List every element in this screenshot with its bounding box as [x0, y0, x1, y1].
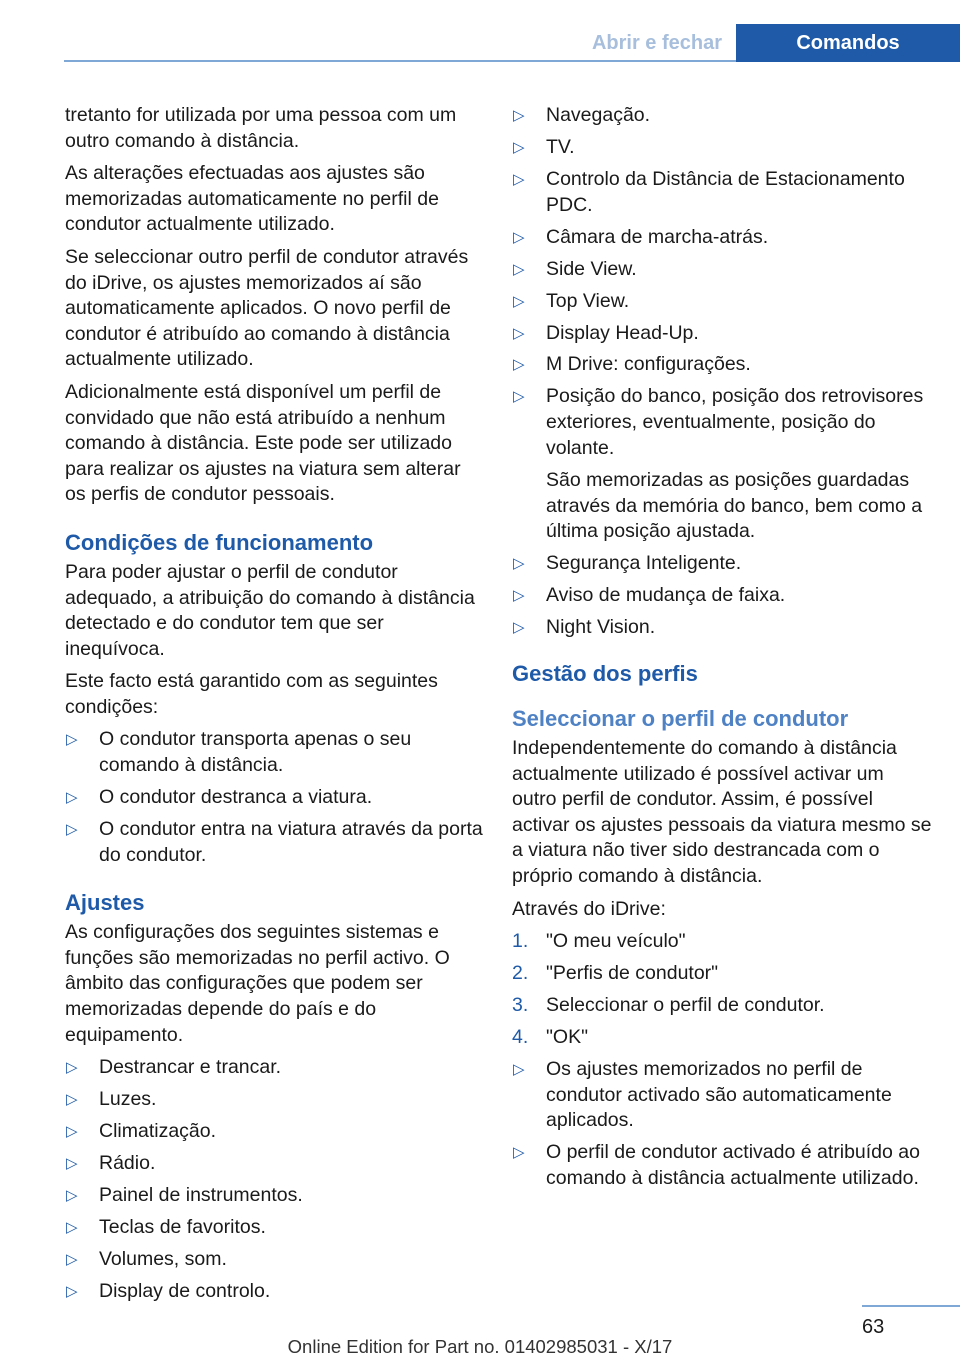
- left-column: [65, 103, 485, 1311]
- step-number: 3.: [512, 994, 529, 1017]
- right-column: [512, 103, 932, 1198]
- list-item: ▷ Aviso de mudança de faixa.: [512, 583, 932, 609]
- section-tab[interactable]: Abrir e fechar: [591, 32, 723, 54]
- list-item: ▷ Navegação.: [512, 103, 932, 129]
- chapter-tab[interactable]: Comandos: [736, 24, 960, 62]
- step-item: 3. Seleccionar o perfil de condutor.: [512, 993, 932, 1019]
- list-item: ▷ O condutor destranca a viatura.: [65, 785, 485, 811]
- step-item: 2. "Perfis de condutor": [512, 961, 932, 987]
- list-item: ▷ Volumes, som.: [65, 1247, 485, 1273]
- triangle-bullet-icon: ▷: [513, 170, 525, 188]
- list-item: ▷ Night Vision.: [512, 615, 932, 641]
- list-item: ▷ Controlo da Distância de Estacionamento PDC.: [513, 167, 905, 216]
- triangle-bullet-icon: ▷: [513, 1061, 525, 1079]
- list-item: ▷ O condutor transporta apenas o seu comando à distância.: [66, 728, 412, 777]
- triangle-bullet-icon: ▷: [66, 1251, 78, 1269]
- step-number: 2.: [512, 962, 529, 985]
- list-item: ▷ Rádio.: [65, 1151, 485, 1177]
- triangle-bullet-icon: ▷: [513, 619, 525, 637]
- triangle-bullet-icon: ▷: [513, 107, 525, 124]
- triangle-bullet-icon: ▷: [66, 789, 78, 807]
- paragraph: tretanto for utilizada por uma pessoa com um outro comando à distância.: [65, 104, 457, 152]
- step-number: 4.: [512, 1026, 529, 1049]
- triangle-bullet-icon: ▷: [66, 731, 78, 749]
- triangle-bullet-icon: ▷: [66, 1219, 78, 1237]
- page-number: 63: [862, 1316, 885, 1338]
- list-item: ▷ Climatização.: [65, 1119, 485, 1145]
- list-item: ▷ Painel de instrumentos.: [65, 1183, 485, 1209]
- paragraph: Este facto está garantido com as seguintes condições:: [65, 670, 438, 718]
- heading-settings: Ajustes: [65, 890, 145, 916]
- triangle-bullet-icon: ▷: [66, 1155, 78, 1173]
- step-item: 4. "OK": [512, 1025, 932, 1051]
- paragraph: As alterações efectuadas aos ajustes são memorizadas automaticamente no perfil de condutor actualmente utilizado.: [65, 162, 439, 236]
- triangle-bullet-icon: ▷: [513, 555, 525, 573]
- list-item: ▷ Segurança Inteligente.: [512, 551, 932, 577]
- triangle-bullet-icon: ▷: [66, 1187, 78, 1205]
- triangle-bullet-icon: ▷: [513, 324, 525, 342]
- results-list: [512, 1057, 932, 1191]
- list-item: ▷ Os ajustes memorizados no perfil de condutor activado são automaticamente aplicados.: [513, 1058, 892, 1132]
- triangle-bullet-icon: ▷: [513, 228, 525, 246]
- triangle-bullet-icon: ▷: [66, 1123, 78, 1141]
- triangle-bullet-icon: ▷: [513, 260, 525, 278]
- list-item-seat: ▷ Posição do banco, posição dos retrovisores exteriores, eventualmente, posição do volante. São memorizadas as posições guardadas através da memória do banco, bem como a última posição ajustada.: [512, 384, 932, 545]
- triangle-bullet-icon: ▷: [513, 138, 525, 156]
- heading-conditions: Condições de funcionamento: [65, 529, 374, 555]
- list-item: ▷ Teclas de favoritos.: [65, 1215, 485, 1241]
- step-number: 1.: [512, 930, 529, 953]
- heading-select-profile: Seleccionar o perfil de condutor: [512, 705, 849, 731]
- triangle-bullet-icon: ▷: [66, 1091, 78, 1109]
- list-item: ▷ Top View.: [512, 289, 932, 315]
- paragraph: Independentemente do comando à distância actualmente utilizado é possível activar um outro perfil de condutor. Assim, é possível activar os ajustes pessoais da viatura mesmo se a viatura não tiver sido destrancada com o próprio comando à distância.: [512, 736, 932, 887]
- list-item: ▷ M Drive: configurações.: [512, 352, 932, 378]
- triangle-bullet-icon: ▷: [513, 388, 525, 406]
- triangle-bullet-icon: ▷: [513, 356, 525, 374]
- triangle-bullet-icon: ▷: [66, 1283, 78, 1301]
- triangle-bullet-icon: ▷: [66, 1059, 78, 1077]
- conditions-list: [65, 727, 485, 868]
- list-item: ▷ Luzes.: [65, 1087, 485, 1113]
- paragraph: Se seleccionar outro perfil de condutor através do iDrive, os ajustes memorizados aí são automaticamente aplicados. O novo perfil de condutor é atribuído ao comando à distância actualmente utilizado.: [65, 245, 469, 371]
- list-item: ▷ Destrancar e trancar.: [65, 1055, 485, 1081]
- settings-list-continued: [512, 103, 932, 641]
- step-item: 1. "O meu veículo": [512, 929, 932, 955]
- triangle-bullet-icon: ▷: [513, 587, 525, 605]
- list-item: ▷ TV.: [512, 135, 932, 161]
- list-item: ▷ Display de controlo.: [65, 1279, 485, 1305]
- paragraph: Para poder ajustar o perfil de condutor adequado, a atribuição do comando à distância detectado e do condutor tem que ser inequívoca.: [65, 560, 475, 660]
- paragraph: As configurações dos seguintes sistemas e funções são memorizadas no perfil activo. O âmbito das configurações que podem ser memorizadas depende do país e do equipamento.: [65, 921, 450, 1046]
- footer-rule: [862, 1305, 960, 1307]
- seat-note: São memorizadas as posições guardadas através da memória do banco, bem como a última posição ajustada.: [546, 469, 923, 543]
- list-item: ▷ Side View.: [512, 257, 932, 283]
- heading-profiles: Gestão dos perfis: [512, 660, 698, 686]
- list-item: ▷ O perfil de condutor activado é atribuído ao comando à distância actualmente utilizado.: [513, 1141, 920, 1189]
- settings-list: [65, 1055, 485, 1304]
- triangle-bullet-icon: ▷: [513, 292, 525, 310]
- edition-footer[interactable]: Online Edition for Part no. 01402985031 - X/17: [287, 1336, 673, 1357]
- triangle-bullet-icon: ▷: [513, 1144, 525, 1162]
- paragraph: Adicionalmente está disponível um perfil de convidado que não está atribuído a nenhum comando à distância. Este pode ser utilizado para realizar os ajustes na viatura sem alterar os perfis de condutor pessoais.: [65, 380, 461, 506]
- triangle-bullet-icon: ▷: [66, 821, 78, 839]
- steps-list: [512, 929, 932, 1051]
- list-item: ▷ O condutor entra na viatura através da porta do condutor.: [66, 818, 483, 866]
- list-item: ▷ Câmara de marcha-atrás.: [512, 225, 932, 251]
- list-item: ▷ Display Head-Up.: [512, 321, 932, 347]
- paragraph: Através do iDrive:: [512, 897, 666, 920]
